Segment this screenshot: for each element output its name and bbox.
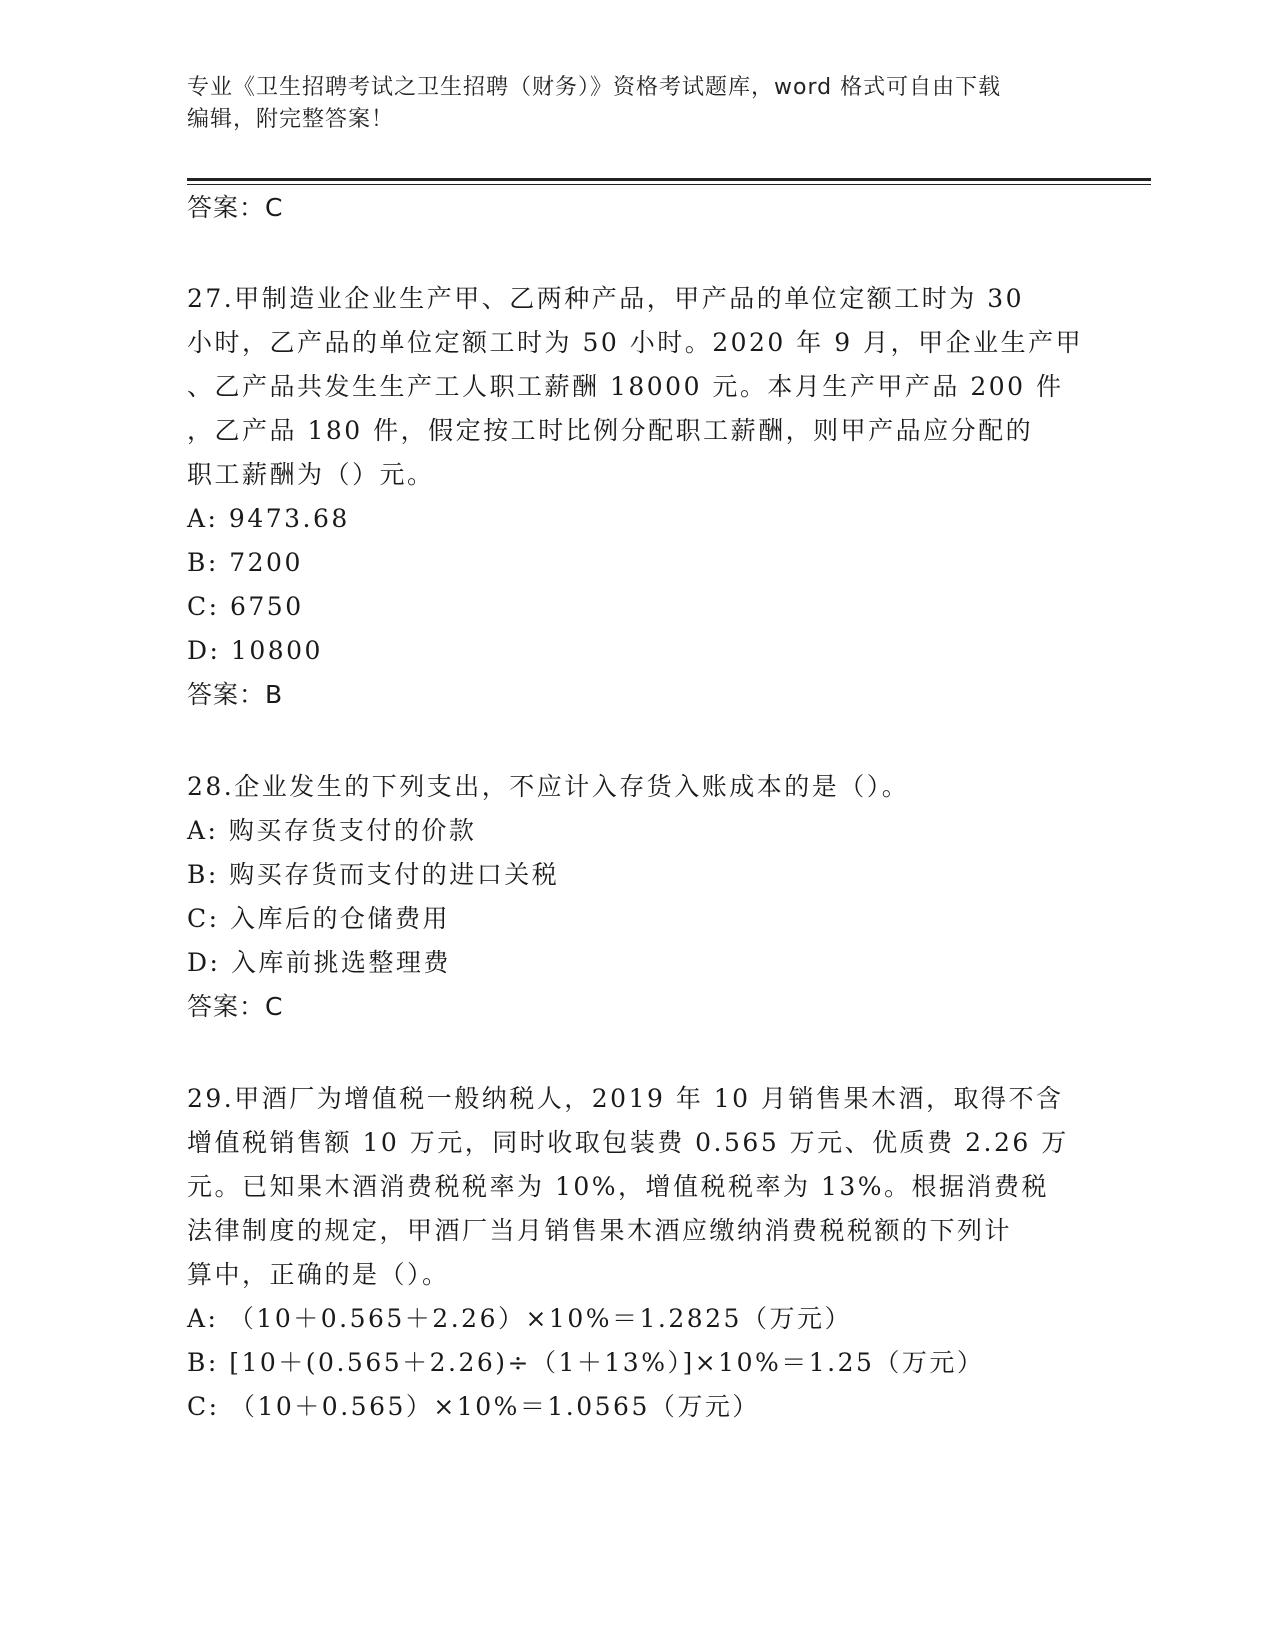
q27-answer: 答案：B [187, 680, 284, 709]
q29-stem-line: 法律制度的规定，甲酒厂当月销售果木酒应缴纳消费税税额的下列计 [187, 1216, 1013, 1245]
q27-stem-line: 职工薪酬为（）元。 [187, 460, 435, 489]
q28-option-c: C: 入库后的仓储费用 [187, 904, 450, 933]
header-line-2: 编辑，附完整答案！ [187, 107, 395, 132]
q29-stem-line: 29.甲酒厂为增值税一般纳税人，2019 年 10 月销售果木酒，取得不含 [187, 1084, 1064, 1113]
header-rule-thin [187, 184, 1151, 185]
q27-stem-line: 27.甲制造业企业生产甲、乙两种产品，甲产品的单位定额工时为 30 [187, 284, 1025, 313]
q28-answer: 答案：C [187, 992, 284, 1021]
document-header [187, 72, 1067, 136]
q29-stem-line: 算中，正确的是（）。 [187, 1260, 450, 1289]
previous-answer: 答案：C [187, 193, 284, 222]
q27-option-c: C: 6750 [187, 592, 304, 621]
q28-option-b: B: 购买存货而支付的进口关税 [187, 860, 560, 889]
q29-stem-line: 增值税销售额 10 万元，同时收取包装费 0.565 万元、优质费 2.26 万 [187, 1128, 1069, 1157]
header-rule-thick [187, 178, 1151, 181]
q27-option-d: D: 10800 [187, 636, 323, 665]
q29-option-c: C: （10＋0.565）×10%＝1.0565（万元） [187, 1392, 760, 1421]
q28-option-a: A: 购买存货支付的价款 [187, 816, 477, 845]
header-line-1: 专业《卫生招聘考试之卫生招聘（财务）》资格考试题库，word 格式可自由下载 [187, 75, 1002, 100]
q27-option-b: B: 7200 [187, 548, 303, 577]
q27-stem-line: ，乙产品 180 件，假定按工时比例分配职工薪酬，则甲产品应分配的 [187, 416, 1034, 445]
q29-option-b: B: [10＋(0.565＋2.26)÷（1＋13%）]×10%＝1.25（万元） [187, 1348, 985, 1377]
q29-stem-line: 元。已知果木酒消费税税率为 10%，增值税税率为 13%。根据消费税 [187, 1172, 1050, 1201]
q27-stem-line: 小时，乙产品的单位定额工时为 50 小时。2020 年 9 月，甲企业生产甲 [187, 328, 1084, 357]
q29-option-a: A: （10＋0.565＋2.26）×10%＝1.2825（万元） [187, 1304, 852, 1333]
q28-stem-line: 28.企业发生的下列支出，不应计入存货入账成本的是（）。 [187, 772, 910, 801]
q27-stem-line: 、乙产品共发生生产工人职工薪酬 18000 元。本月生产甲产品 200 件 [187, 372, 1064, 401]
q28-option-d: D: 入库前挑选整理费 [187, 948, 451, 977]
q27-option-a: A: 9473.68 [187, 504, 350, 533]
